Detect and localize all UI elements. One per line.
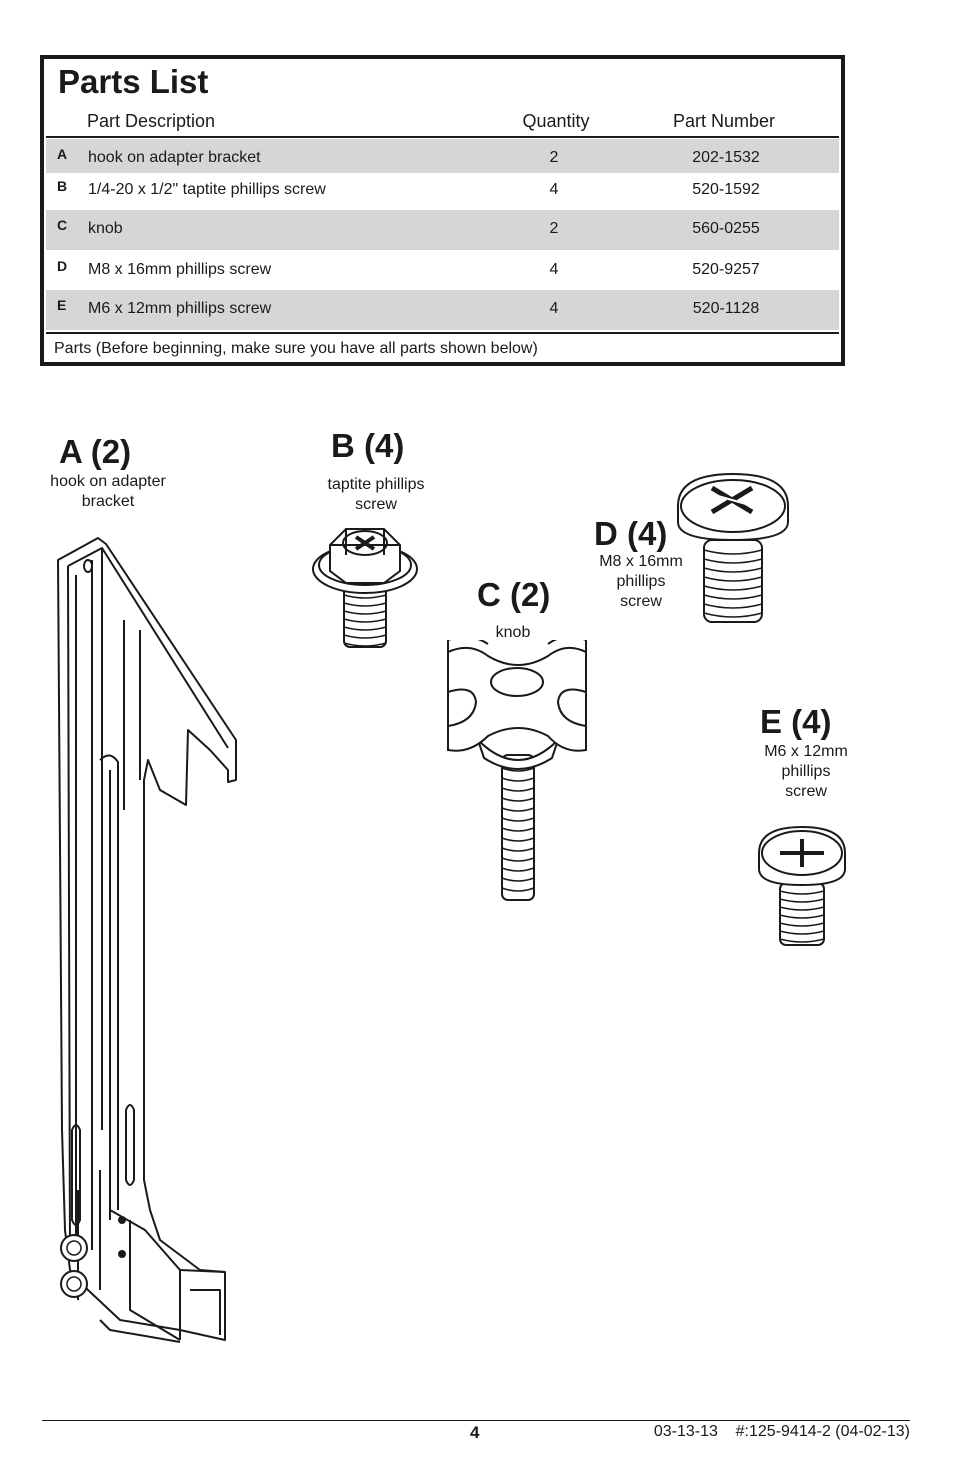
row-quantity: 4 (549, 181, 559, 198)
parts-list-footer-text: Parts (Before beginning, make sure you have all parts shown below) (54, 340, 538, 357)
row-letter: D (57, 258, 68, 274)
part-a-title: A (2) (59, 433, 132, 470)
knob-illustration (440, 640, 595, 906)
header-part-description: Part Description (87, 111, 216, 131)
row-quantity: 4 (549, 300, 559, 317)
row-description: knob (88, 220, 123, 237)
part-d-desc-line1: M8 x 16mm (599, 553, 683, 570)
part-a-desc-line2: bracket (81, 493, 135, 510)
parts-list-title: Parts List (58, 63, 209, 100)
part-a-desc-line1: hook on adapter (50, 473, 166, 490)
parts-list-table (40, 55, 845, 366)
row-part-number: 560-0255 (692, 220, 760, 237)
part-d-title: D (4) (594, 515, 668, 552)
row-quantity: 2 (549, 149, 559, 166)
part-e-desc-line1: M6 x 12mm (764, 743, 848, 760)
part-b-desc-line1: taptite phillips (327, 476, 425, 493)
table-row (46, 210, 839, 250)
part-b-title: B (4) (331, 427, 405, 464)
part-d-desc-line3: screw (620, 593, 662, 610)
row-part-number: 202-1532 (692, 149, 760, 166)
row-description: M6 x 12mm phillips screw (88, 300, 272, 317)
header-quantity: Quantity (522, 111, 590, 131)
row-description: hook on adapter bracket (88, 149, 261, 166)
header-divider (46, 136, 839, 138)
document-id: 03-13-13 #:125-9414-2 (04-02-13) (653, 1423, 910, 1440)
row-description: 1/4-20 x 1/2" taptite phillips screw (88, 181, 326, 198)
part-e-desc-line2: phillips (781, 763, 831, 780)
page-number: 4 (470, 1423, 480, 1442)
row-quantity: 4 (549, 261, 559, 278)
part-a-description (28, 472, 188, 512)
row-letter: C (57, 217, 68, 233)
row-letter: B (57, 178, 68, 194)
row-part-number: 520-1128 (692, 300, 760, 317)
part-e-desc-line3: screw (785, 783, 827, 800)
hook-bracket-illustration (40, 530, 260, 1360)
header-part-number: Part Number (672, 111, 776, 131)
m6-screw-illustration (756, 825, 848, 950)
part-b-desc-line2: screw (355, 496, 397, 513)
part-e-description (751, 742, 861, 802)
row-part-number: 520-9257 (692, 261, 760, 278)
taptite-screw-illustration (310, 515, 422, 653)
table-row (46, 290, 839, 330)
part-e-title: E (4) (760, 703, 832, 740)
footer-rule (42, 1420, 910, 1421)
m8-screw-illustration (674, 470, 792, 628)
row-part-number: 520-1592 (692, 181, 760, 198)
row-quantity: 2 (549, 220, 559, 237)
part-b-description (296, 475, 456, 515)
row-description: M8 x 16mm phillips screw (88, 261, 272, 278)
part-c-title: C (2) (477, 576, 551, 613)
table-row (46, 173, 839, 207)
part-d-desc-line2: phillips (616, 573, 666, 590)
table-row (46, 250, 839, 290)
row-letter: A (57, 146, 68, 162)
row-letter: E (57, 297, 67, 313)
table-row (46, 139, 839, 173)
parts-list-footer (46, 332, 839, 362)
part-c-desc-line1: knob (495, 624, 531, 641)
